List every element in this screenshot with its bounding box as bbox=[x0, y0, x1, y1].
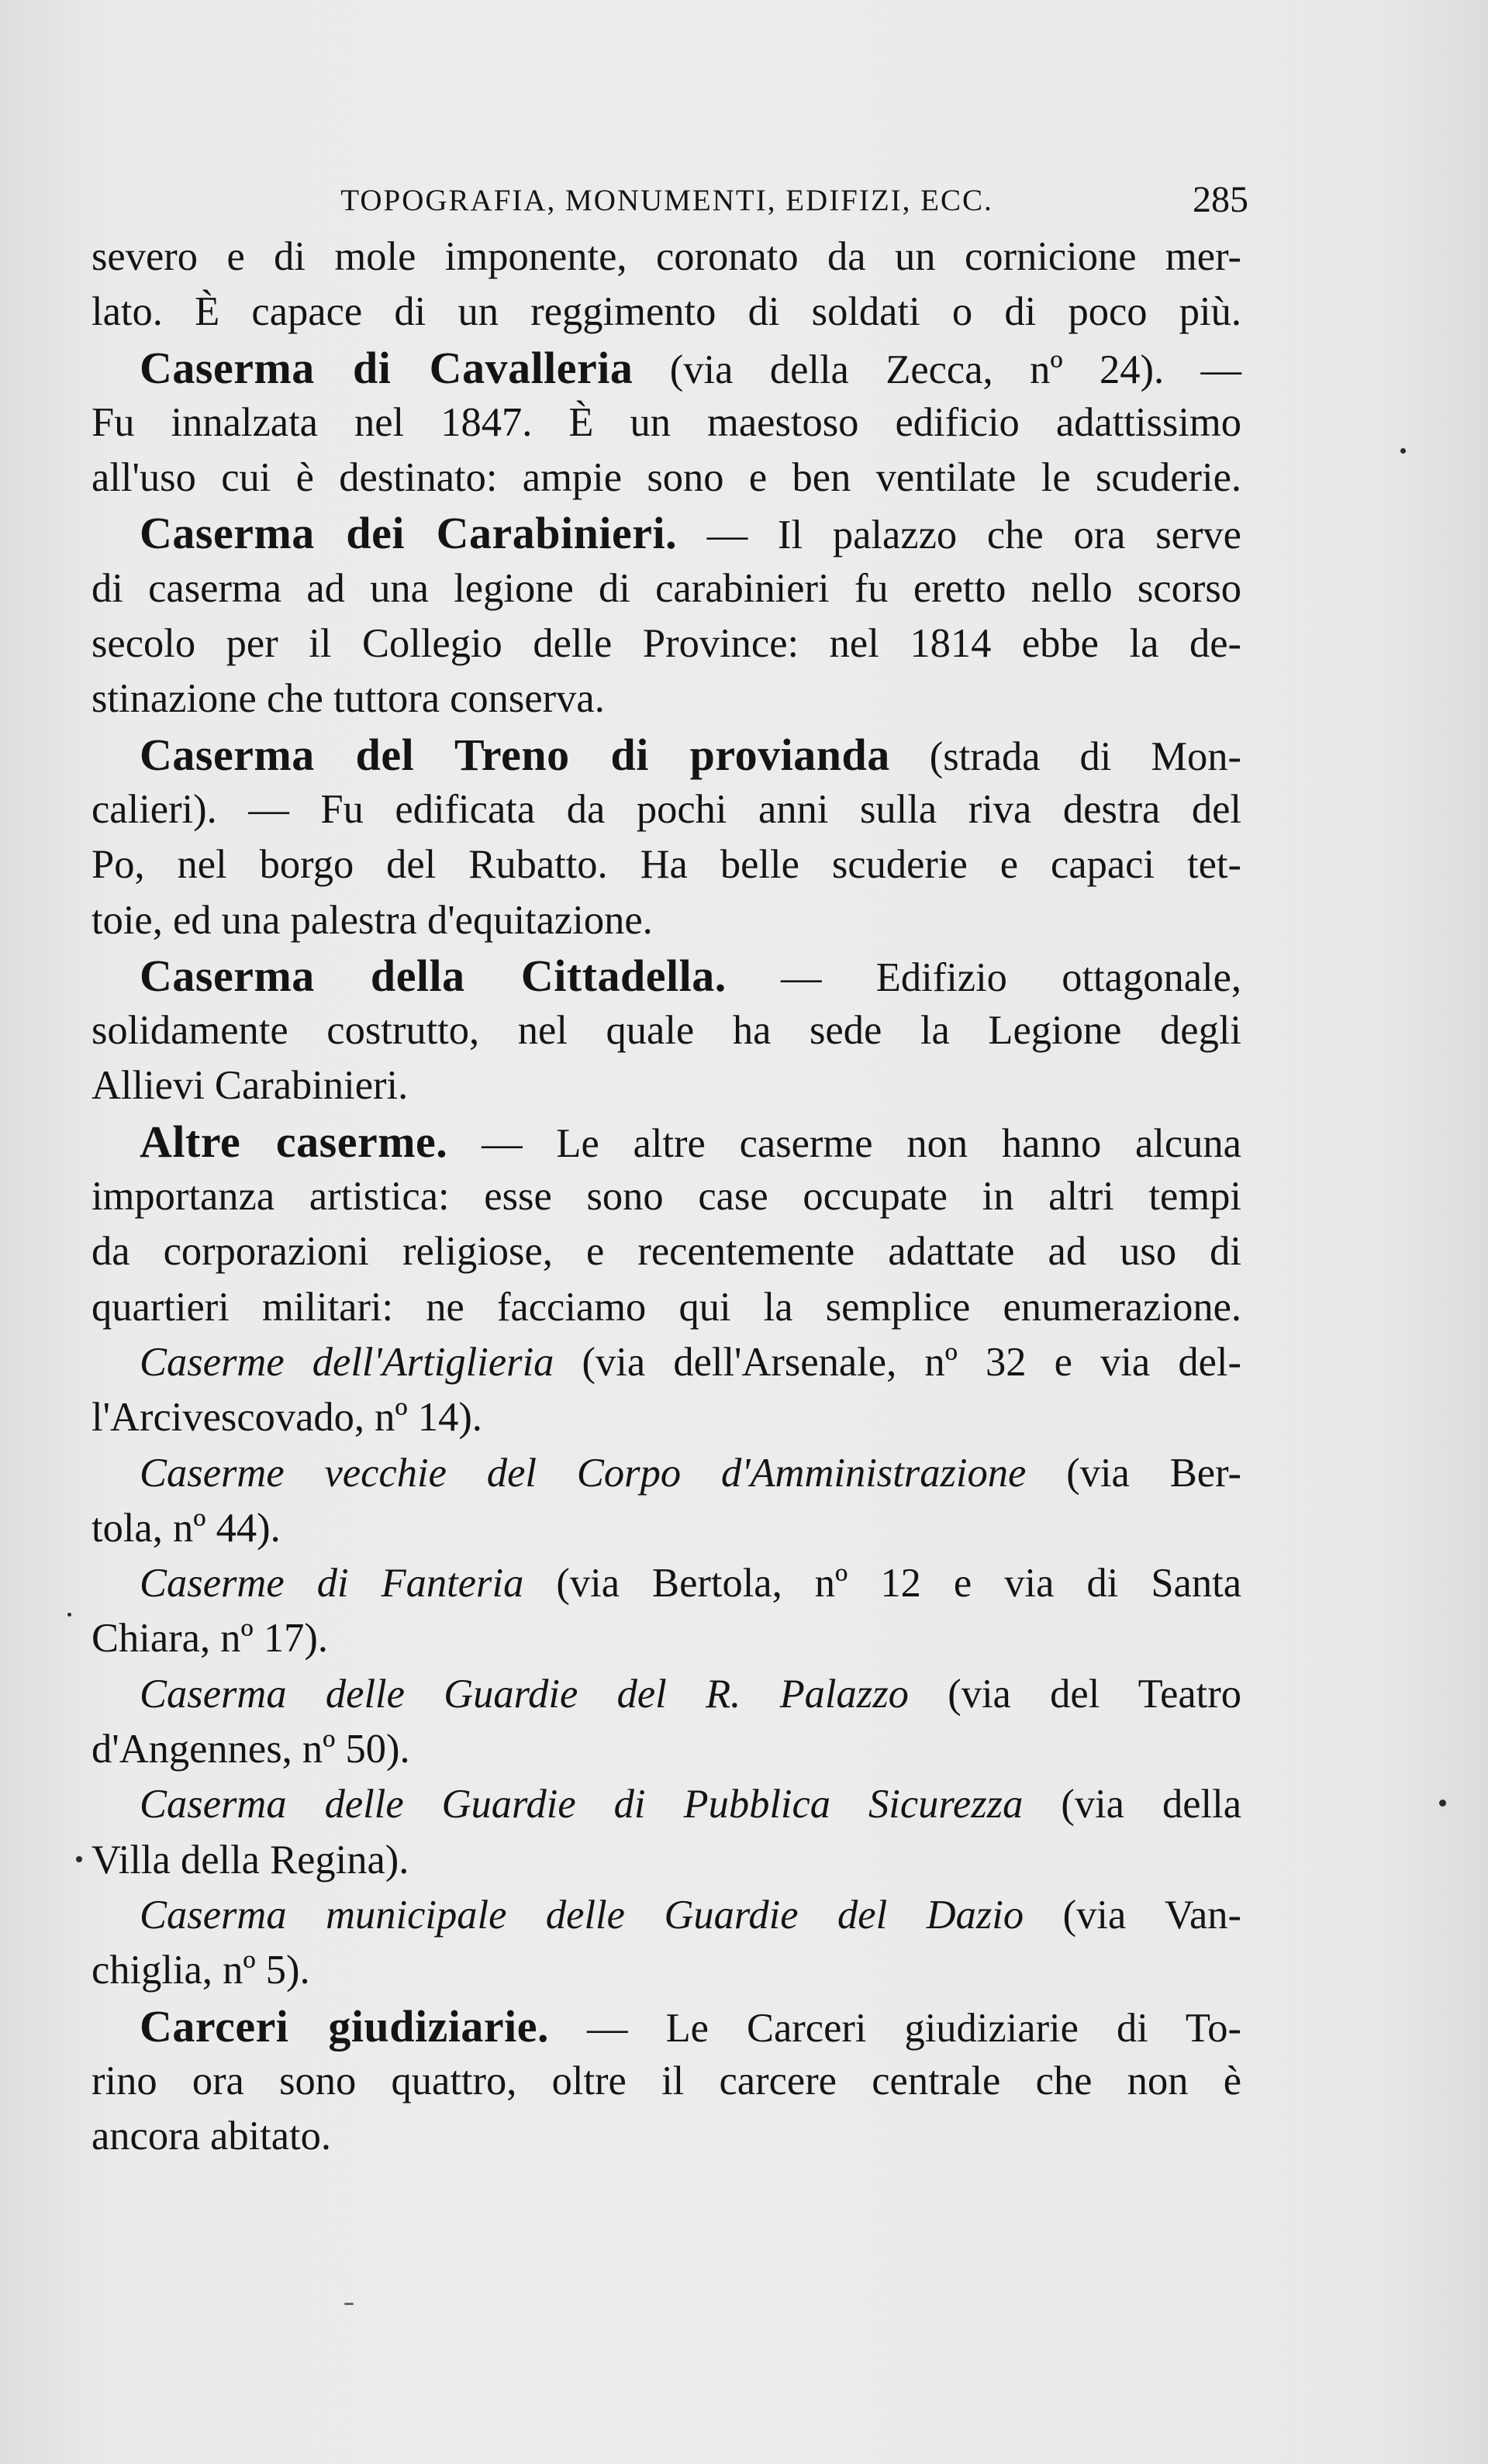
section-caserma-treno: Caserma del Treno di provianda (strada di Mon- bbox=[140, 729, 1241, 780]
page-number: 285 bbox=[1193, 179, 1248, 220]
text-line: stinazione che tuttora conserva. bbox=[91, 676, 605, 722]
text-line: severo e di mole imponente, coronato da un cornicione mer- bbox=[91, 234, 1241, 279]
text-line: Fu innalzata nel 1847. È un maestoso edificio adattissimo bbox=[91, 399, 1241, 445]
ink-speck bbox=[1439, 1800, 1446, 1807]
section-caserma-carabinieri: Caserma dei Carabinieri. — Il palazzo che ora serve bbox=[140, 508, 1241, 559]
text-line: rino ora sono quattro, oltre il carcere centrale che non è bbox=[91, 2058, 1241, 2103]
text-line: da corporazioni religiose, e recentemente adattate ad uso di bbox=[91, 1229, 1241, 1275]
ink-speck bbox=[344, 2303, 354, 2305]
section-caserma-cittadella: Caserma della Cittadella. — Edifizio ottagonale, bbox=[140, 950, 1242, 1001]
entry-title: Caserme di Fanteria bbox=[140, 1561, 524, 1606]
entry-title: Caserma delle Guardie di Pubblica Sicurezza bbox=[140, 1782, 1024, 1827]
section-heading: Caserma di Cavalleria bbox=[140, 342, 634, 393]
text-line: solidamente costrutto, nel quale ha sede la Legione degli bbox=[91, 1008, 1241, 1054]
text-line: Villa della Regina). bbox=[91, 1837, 409, 1883]
body-text bbox=[91, 229, 1241, 2164]
entry-guardie-palazzo: Caserma delle Guardie del R. Palazzo (via del Teatro bbox=[140, 1671, 1242, 1717]
text-line: d'Angennes, nº 50). bbox=[91, 1727, 410, 1772]
text-line: quartieri militari: ne facciamo qui la semplice enumerazione. bbox=[91, 1284, 1241, 1330]
ink-speck bbox=[67, 1613, 71, 1617]
entry-title: Caserme dell'Artiglieria bbox=[140, 1339, 554, 1385]
section-caserma-cavalleria: Caserma di Cavalleria (via della Zecca, nº 24). — bbox=[140, 342, 1242, 393]
text-line: tola, nº 44). bbox=[91, 1505, 281, 1551]
entry-title: Caserme vecchie del Corpo d'Amministrazione bbox=[140, 1450, 1027, 1496]
text-line: calieri). — Fu edificata da pochi anni sulla riva destra del bbox=[91, 786, 1241, 832]
section-altre-caserme: Altre caserme. — Le altre caserme non hanno alcuna bbox=[140, 1116, 1241, 1167]
section-heading: Caserma del Treno di provianda bbox=[140, 729, 890, 780]
section-heading: Altre caserme. bbox=[140, 1116, 448, 1167]
text-line: all'uso cui è destinato: ampie sono e ben ventilate le scuderie. bbox=[91, 455, 1241, 501]
text-line: lato. È capace di un reggimento di soldati o di poco più. bbox=[91, 289, 1241, 335]
section-heading: Carceri giudiziarie. bbox=[140, 2000, 550, 2052]
entry-title: Caserma municipale delle Guardie del Dazio bbox=[140, 1892, 1024, 1938]
section-carceri: Carceri giudiziarie. — Le Carceri giudiziarie di To- bbox=[140, 2000, 1242, 2052]
ink-speck bbox=[76, 1856, 82, 1862]
text-line: secolo per il Collegio delle Province: nel 1814 ebbe la de- bbox=[91, 621, 1241, 667]
entry-pubblica-sicurezza: Caserma delle Guardie di Pubblica Sicurezza (via della bbox=[140, 1782, 1241, 1827]
entry-guardie-dazio: Caserma municipale delle Guardie del Dazio (via Van- bbox=[140, 1892, 1241, 1938]
text-line: Allievi Carabinieri. bbox=[91, 1063, 409, 1109]
text-line: di caserma ad una legione di carabinieri fu eretto nello scorso bbox=[91, 565, 1241, 611]
text-line: chiglia, nº 5). bbox=[91, 1948, 310, 1993]
text-line: l'Arcivescovado, nº 14). bbox=[91, 1395, 482, 1441]
section-heading: Caserma dei Carabinieri. bbox=[140, 508, 678, 559]
text-line: toie, ed una palestra d'equitazione. bbox=[91, 897, 653, 943]
running-title: TOPOGRAFIA, MONUMENTI, EDIFIZI, ECC. bbox=[340, 184, 993, 217]
entry-amministrazione: Caserme vecchie del Corpo d'Amministrazione (via Ber- bbox=[140, 1450, 1241, 1496]
section-heading: Caserma della Cittadella. bbox=[140, 950, 727, 1001]
text-line: Po, nel borgo del Rubatto. Ha belle scuderie e capaci tet- bbox=[91, 842, 1241, 888]
text-line: importanza artistica: esse sono case occupate in altri tempi bbox=[91, 1174, 1241, 1220]
text-line: ancora abitato. bbox=[91, 2114, 332, 2159]
entry-artiglieria: Caserme dell'Artiglieria (via dell'Arsenale, nº 32 e via del- bbox=[140, 1339, 1241, 1385]
text-line: Chiara, nº 17). bbox=[91, 1616, 328, 1662]
page-header bbox=[93, 175, 1248, 229]
entry-title: Caserma delle Guardie del R. Palazzo bbox=[140, 1671, 909, 1717]
entry-fanteria: Caserme di Fanteria (via Bertola, nº 12 e via di Santa bbox=[140, 1561, 1241, 1606]
ink-speck bbox=[1400, 448, 1406, 454]
